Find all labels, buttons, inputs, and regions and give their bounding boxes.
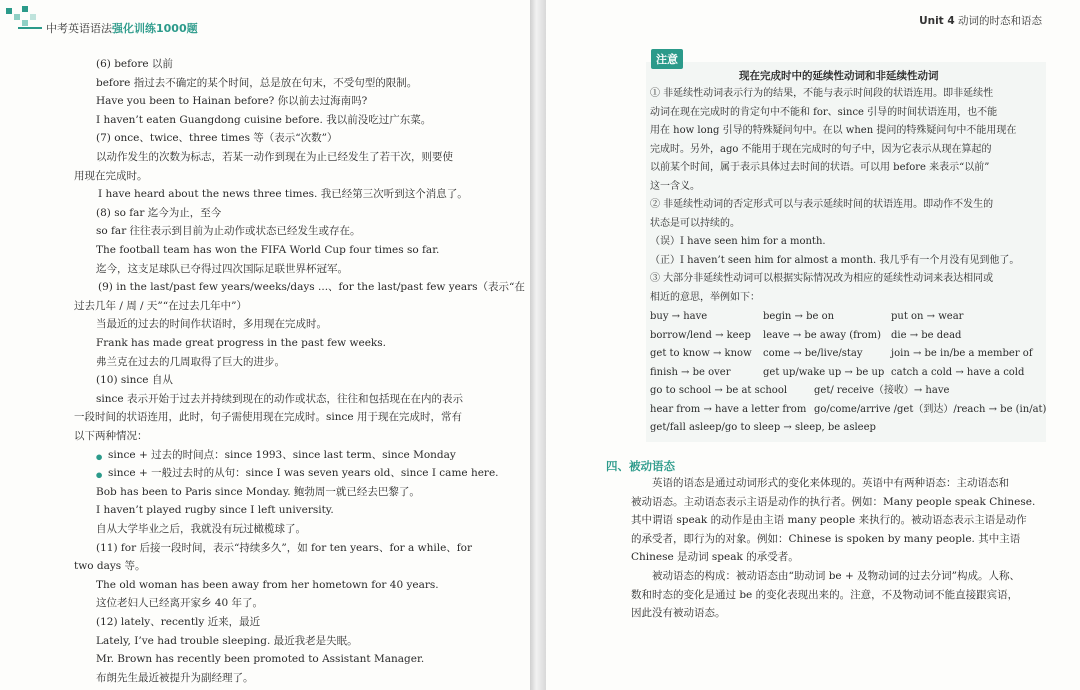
text-line: 这位老妇人已经离开家乡 40 年了。: [96, 597, 264, 610]
section-line: 因此没有被动语态。: [631, 607, 726, 620]
text-line: 过去几年 / 周 / 天”“在过去几年中”）: [74, 299, 248, 312]
text-line: 一段时间的状语连用，此时，句子需使用现在完成时。since 用于现在完成时，常有: [74, 411, 462, 424]
text-line: 自从大学毕业之后，我就没有玩过橄榄球了。: [96, 523, 306, 535]
text-line: The football team has won the FIFA World Cup four times so far.: [96, 244, 440, 256]
text-line: (12) lately、recently 近来，最近: [96, 616, 261, 628]
text-line: 用现在完成时。: [74, 169, 148, 182]
note-title: 现在完成时中的延续性动词和非延续性动词: [739, 70, 939, 82]
text-line: Lately, I’ve had trouble sleeping. 最近我老是失眠。: [96, 634, 358, 647]
verb-pair: join → be in/be a member of: [891, 348, 1033, 359]
note-line: （正）I haven’t seen him for almost a month. 我几乎有一个月没有见到他了。: [650, 254, 1020, 266]
verb-pair: come → be/live/stay: [763, 348, 863, 359]
unit-header: Unit 4 动词的时态和语态: [919, 15, 1042, 27]
verb-pair: put on → wear: [891, 311, 964, 322]
header-decor-square: [30, 14, 36, 20]
note-line: ① 非延续性动词表示行为的结果，不能与表示时间段的状语连用。即非延续性: [650, 88, 994, 99]
verb-pair: catch a cold → have a cold: [891, 366, 1025, 378]
text-line: 弗兰克在过去的几周取得了巨大的进步。: [96, 355, 285, 368]
verb-pair: hear from → have a letter from: [650, 403, 807, 415]
note-line: 动词在现在完成时的肯定句中不能和 for、since 引导的时间状语连用，也不能: [650, 106, 998, 118]
text-line: 迄今，这支足球队已夺得过四次国际足联世界杯冠军。: [96, 262, 348, 275]
header-decor-square: [22, 6, 28, 12]
left-page: [0, 0, 530, 690]
note-badge: 注意: [651, 49, 683, 69]
note-line: ③ 大部分非延续性动词可以根据实际情况改为相应的延续性动词来表达相同或: [650, 273, 994, 284]
text-line: I have heard about the news three times. 我已经第三次听到这个消息了。: [98, 188, 468, 201]
text-line: since + 一般过去时的从句：since I was seven years old、since I came here.: [108, 467, 499, 480]
note-line: 完成时。另外，ago 不能用于现在完成时的句子中，因为它表示从现在算起的: [650, 143, 992, 155]
text-line: Mr. Brown has recently been promoted to Assistant Manager.: [96, 653, 425, 666]
text-line: (9) in the last/past few years/weeks/days ...、for the last/past few years（表示“在: [98, 281, 525, 294]
section-line: 被动语态的构成：被动语态由“助动词 be + 及物动词的过去分词”构成。人称、: [652, 570, 1020, 582]
text-line: (11) for 后接一段时间，表示“持续多久”，如 for ten years、for a while、for: [96, 541, 473, 554]
bullet-icon: •: [94, 447, 105, 467]
header-decor-square: [14, 14, 20, 20]
text-line: (8) so far 迄今为止，至今: [96, 206, 222, 219]
section-line: 其中谓语 speak 的动作是由主语 many people 来执行的。被动语态表示主语是动作: [631, 514, 1027, 527]
text-line: Bob has been to Paris since Monday. 鲍勃周一就已经去巴黎了。: [96, 485, 420, 498]
verb-pair: finish → be over: [650, 366, 731, 378]
verb-pair: get up/wake up → be up: [763, 366, 885, 378]
note-line: 用在 how long 引导的特殊疑问句中。在以 when 提问的特殊疑问句中不能用现在: [650, 125, 1017, 136]
verb-pair: die → be dead: [891, 329, 962, 341]
text-line: I haven’t eaten Guangdong cuisine before. 我以前没吃过广东菜。: [96, 113, 432, 126]
text-line: (7) once、twice、three times 等（表示“次数”）: [96, 132, 338, 145]
text-line: 以下两种情况：: [74, 430, 148, 442]
verb-pair: begin → be on: [763, 311, 835, 322]
text-line: so far 往往表示到目前为止动作或状态已经发生或存在。: [96, 225, 361, 238]
bullet-icon: •: [94, 466, 105, 486]
verb-pair: go/come/arrive /get（到达）/reach → be (in/at): [814, 403, 1047, 415]
verb-pair: buy → have: [650, 311, 708, 322]
note-line: 相近的意思，举例如下：: [650, 291, 760, 303]
right-page: [546, 0, 1080, 690]
verb-pair: get to know → know: [650, 348, 752, 359]
text-line: 布朗先生最近被提升为副经理了。: [96, 671, 254, 684]
text-line: I haven’t played rugby since I left university.: [96, 504, 334, 517]
note-line: 以前某个时间，属于表示具体过去时间的状语。可以用 before 来表示“以前”: [650, 162, 990, 173]
header-rule: [18, 27, 42, 29]
header-decor-square: [22, 20, 28, 26]
section-line: 数和时态的变化是通过 be 的变化表现出来的。注意，不及物动词不能直接跟宾语，: [631, 588, 1019, 601]
verb-pair: borrow/lend → keep: [650, 329, 751, 341]
section-line: 的承受者，即行为的对象。例如：Chinese is spoken by many people. 其中主语: [631, 532, 1021, 545]
text-line: 当最近的过去的时间作状语时，多用现在完成时。: [96, 318, 327, 331]
text-line: 以动作发生的次数为标志，若某一动作到现在为止已经发生了若干次，则要使: [96, 151, 453, 163]
text-line: (10) since 自从: [96, 374, 173, 387]
section-title: 四、被动语态: [606, 459, 675, 473]
text-line: before 指过去不确定的某个时间，总是放在句末，不受句型的限制。: [96, 76, 418, 89]
text-line: Have you been to Hainan before? 你以前去过海南吗?: [96, 95, 368, 108]
book-title: 中考英语语法强化训练1000题: [46, 22, 198, 35]
note-line: 状态是可以持续的。: [650, 217, 740, 229]
text-line: The old woman has been away from her hometown for 40 years.: [96, 578, 439, 591]
note-line: ② 非延续性动词的否定形式可以与表示延续时间的状语连用。即动作不发生的: [650, 199, 994, 210]
section-line: 英语的语态是通过动词形式的变化来体现的。英语中有两种语态：主动语态和: [652, 477, 1009, 489]
note-line: 这一含义。: [650, 180, 700, 192]
verb-pair: get/ receive（接收）→ have: [814, 385, 950, 396]
text-line: (6) before 以前: [96, 58, 173, 70]
section-line: 被动语态。主动语态表示主语是动作的执行者。例如：Many people speak Chinese.: [631, 495, 1036, 508]
text-line: two days 等。: [74, 560, 146, 573]
note-line: （误）I have seen him for a month.: [650, 236, 826, 247]
verb-pair: leave → be away (from): [763, 329, 881, 341]
verb-pair: go to school → be at school: [650, 385, 788, 396]
section-line: Chinese 是动词 speak 的承受者。: [631, 551, 799, 564]
verb-pair: get/fall asleep/go to sleep → sleep, be asleep: [650, 422, 876, 433]
book-gutter: [530, 0, 546, 690]
header-decor-square: [6, 8, 12, 14]
text-line: since 表示开始于过去并持续到现在的动作或状态，往往和包括现在在内的表示: [96, 392, 463, 405]
text-line: since + 过去的时间点：since 1993、since last term、since Monday: [108, 448, 456, 461]
text-line: Frank has made great progress in the past few weeks.: [96, 337, 387, 349]
